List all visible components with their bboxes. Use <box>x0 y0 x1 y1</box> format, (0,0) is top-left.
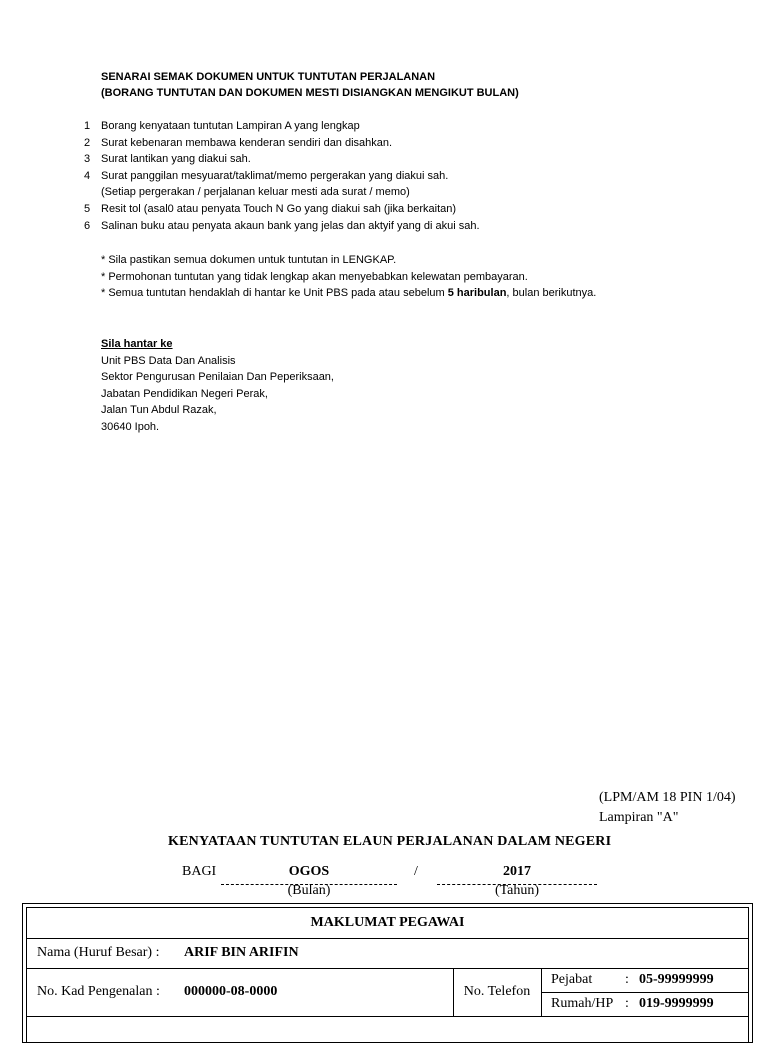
address-label: Sila hantar ke <box>101 338 173 350</box>
rumah-phone-field[interactable]: 019-9999999 <box>639 996 714 1011</box>
checklist-item: 5 Resit tol (asal0 atau penyata Touch N Go yang diakui sah (jika berkaitan) <box>84 202 457 215</box>
ic-field[interactable]: 000000-08-0000 <box>184 984 278 999</box>
address-line: 30640 Ipoh. <box>101 420 160 433</box>
note: * Sila pastikan semua dokumen untuk tuntutan in LENGKAP. <box>101 254 397 266</box>
bagi-label: BAGI <box>182 864 217 879</box>
notes <box>101 252 596 302</box>
tahun-caption: (Tahun) <box>494 883 540 898</box>
date-separator: / <box>414 864 418 879</box>
address-line: Unit PBS Data Dan Analisis <box>101 354 236 367</box>
nama-field[interactable]: ARIF BIN ARIFIN <box>184 945 299 960</box>
ic-label: No. Kad Pengenalan : <box>37 984 160 999</box>
officer-info-inner <box>26 907 749 1042</box>
checklist-item: 6 Salinan buku atau penyata akaun bank yang jelas dan aktyif yang di akui sah. <box>84 219 480 232</box>
form-title: KENYATAAN TUNTUTAN ELAUN PERJALANAN DALAM NEGERI <box>168 834 612 849</box>
checklist-item: 3 Surat lantikan yang diakui sah. <box>84 153 251 166</box>
checklist-item: 4 Surat panggilan mesyuarat/taklimat/memo pergerakan yang diakui sah. <box>84 169 449 182</box>
lampiran-label: Lampiran "A" <box>599 810 679 825</box>
address-line: Sektor Pengurusan Penilaian Dan Peperiksaan, <box>101 371 334 384</box>
note: * Permohonan tuntutan yang tidak lengkap akan menyebabkan kelewatan pembayaran. <box>101 270 528 283</box>
divider <box>27 1016 748 1017</box>
checklist-item: 1 Borang kenyataan tuntutan Lampiran A yang lengkap <box>84 120 360 132</box>
pejabat-colon: : <box>625 972 629 987</box>
rumah-colon: : <box>625 996 629 1011</box>
pejabat-label: Pejabat <box>551 972 593 987</box>
checklist-title <box>101 69 519 101</box>
bulan-field[interactable]: OGOS <box>221 864 397 885</box>
bulan-caption: (Bulan) <box>287 883 331 898</box>
tahun-field[interactable]: 2017 <box>437 864 597 885</box>
note: * Semua tuntutan hendaklah di hantar ke Unit PBS pada atau sebelum 5 haribulan, bulan berikutnya. <box>101 287 597 300</box>
checklist-item: 2 Surat kebenaran membawa kenderan sendiri dan disahkan. <box>84 136 393 149</box>
section-title: MAKLUMAT PEGAWAI <box>310 915 465 930</box>
checklist-item-note: (Setiap pergerakan / perjalanan keluar mesti ada surat / memo) <box>101 186 410 199</box>
telefon-label: No. Telefon <box>463 984 531 999</box>
address-line: Jalan Tun Abdul Razak, <box>101 404 217 417</box>
rumah-label: Rumah/HP <box>551 996 614 1011</box>
address-line: Jabatan Pendidikan Negeri Perak, <box>101 387 268 400</box>
send-to-address <box>101 336 334 436</box>
checklist-items <box>84 118 480 234</box>
officer-info-table <box>22 903 753 1043</box>
checklist-title-line1: SENARAI SEMAK DOKUMEN UNTUK TUNTUTAN PERJALANAN <box>101 71 436 83</box>
ref-code: (LPM/AM 18 PIN 1/04) <box>599 790 736 805</box>
form-reference <box>599 788 736 828</box>
checklist-title-line2: (BORANG TUNTUTAN DAN DOKUMEN MESTI DISIANGKAN MENGIKUT BULAN) <box>101 87 519 99</box>
pejabat-phone-field[interactable]: 05-99999999 <box>639 972 714 987</box>
nama-label: Nama (Huruf Besar) : <box>37 945 160 960</box>
